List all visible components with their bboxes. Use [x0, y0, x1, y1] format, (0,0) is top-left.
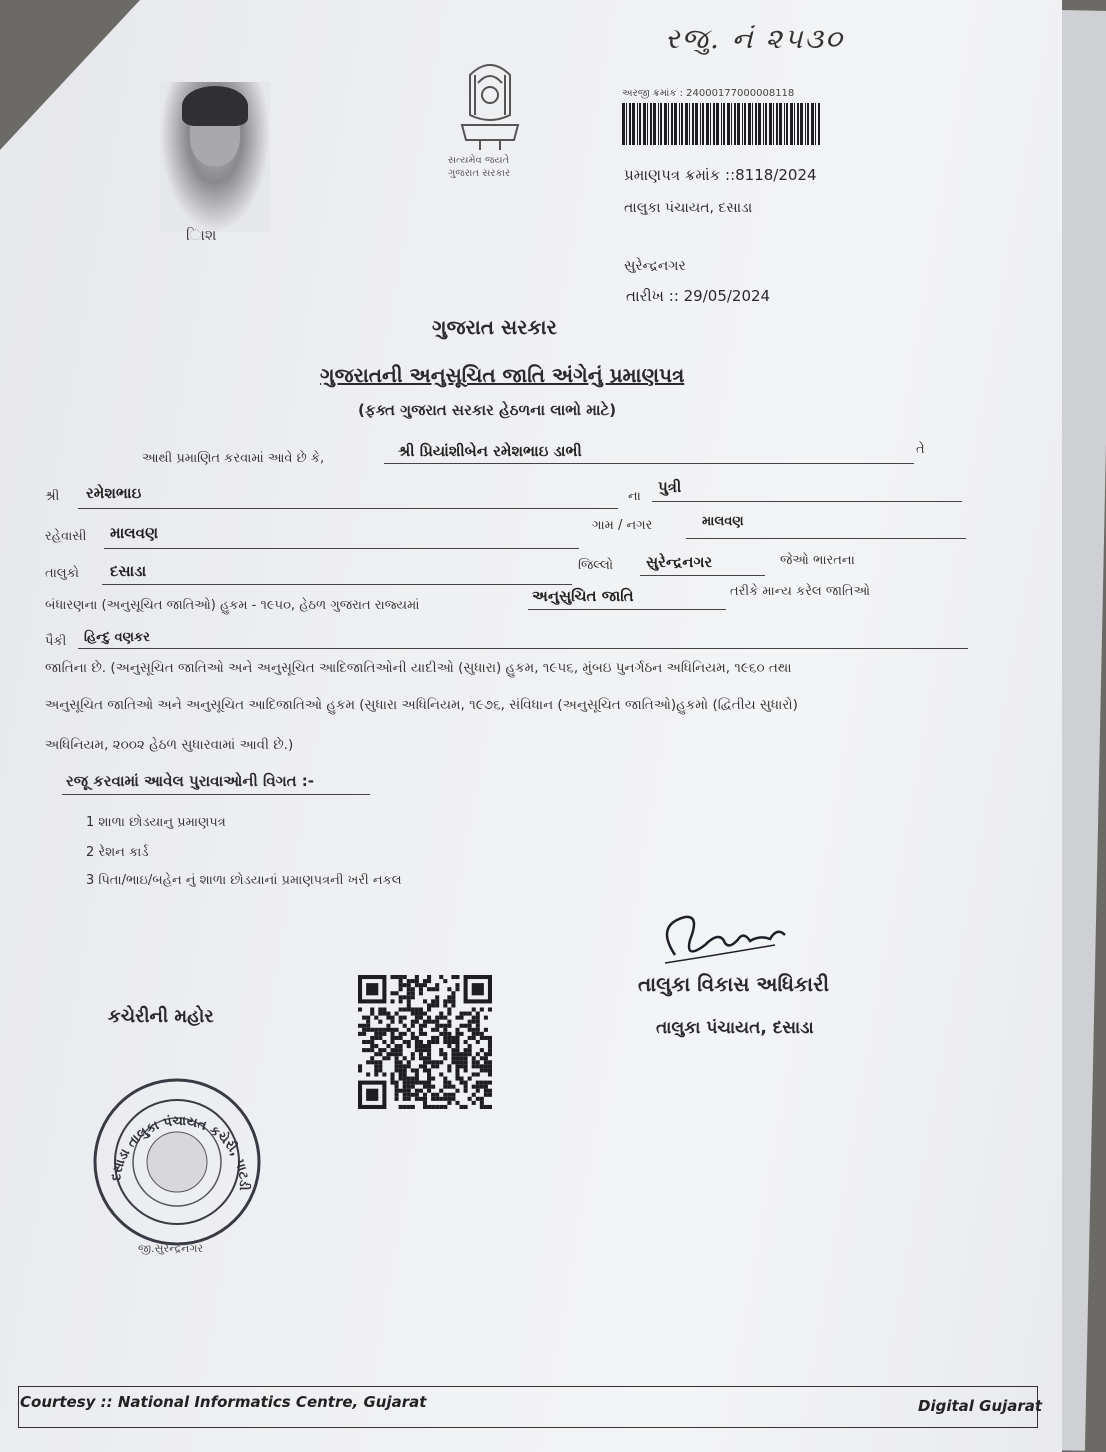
government-title: ગુજરાત સરકાર [432, 315, 557, 339]
resident-label: રહેવાસી [45, 529, 87, 544]
holder-name: શ્રી પ્રિયાંશીબેન રમેશભાઇ ડાભી [398, 442, 582, 460]
among-label: પૈકી [45, 634, 67, 649]
resident-underline [104, 548, 579, 549]
caste-underline [78, 648, 968, 649]
father-name: રમેશભાઇ [86, 484, 142, 502]
district-underline [640, 575, 765, 576]
legal-text-line-1: જાતિના છે. (અનુસૂચિત જાતિઓ અને અનુસૂચિત આદિજાતિઓની યાદીઓ (સુધારા) હુકમ, ૧૯૫૬, મુંબઇ પુનર્ગઠન અધિનિયમ, ૧૯૬૦ તથા [45, 660, 792, 676]
district-value: સુરેન્દ્રનગર [646, 553, 713, 571]
svg-text:દસાડા તાલુકા પંચાયત કચેરી, પાટ: દસાડા તાલુકા પંચાયત કચેરી, પાટડી [109, 1113, 252, 1191]
signature-icon [645, 905, 795, 975]
issue-date: તારીખ :: 29/05/2024 [626, 287, 771, 305]
village-value: માલવણ [702, 514, 744, 529]
office-seal-label: કચેરીની મહોર [108, 1006, 214, 1027]
documents-heading: રજૂ કરવામાં આવેલ પુરાવાઓની વિગત :- [66, 772, 315, 790]
seal-bottom-text: જી.સુરેન્દ્રનગર [138, 1242, 204, 1255]
intro-text: આથી પ્રમાણિત કરવામાં આવે છે કે, [142, 451, 325, 466]
taluka-underline [102, 584, 572, 585]
applicant-photo [160, 82, 270, 232]
taluka-value: દસાડા [110, 562, 147, 580]
document-item: 3 પિતા/ભાઇ/બહેન નું શાળા છોડયાનાં પ્રમાણપત્રની ખરી નકલ [86, 873, 402, 888]
resident-value: માલવણ [110, 524, 159, 542]
certificate-title: ગુજરાતની અનુસૂચિત જાતિ અંગેનું પ્રમાણપત્ર [320, 363, 685, 387]
footer-brand: Digital Gujarat [918, 1397, 1043, 1415]
village-underline [686, 538, 966, 539]
who-india-text: જેઓ ભારતના [780, 553, 855, 568]
issuing-district: સુરેન્દ્રનગર [624, 258, 686, 274]
folded-corner [0, 0, 140, 150]
documents-heading-underline [62, 794, 370, 795]
te-text: તે [916, 442, 925, 457]
officer-designation: તાલુકા વિકાસ અધિકારી [638, 972, 830, 996]
document-item: 2 રેશન કાર્ડ [86, 845, 149, 860]
emblem-caption-government: ગુજરાત સરકાર [448, 168, 511, 179]
application-number: અરજી ક્રમાંક : 24000177000008118 [622, 88, 795, 99]
document-item: 1 શાળા છોડયાનુ પ્રમાણપત્ર [86, 815, 226, 830]
shri-label: શ્રી [45, 489, 60, 504]
certificate-number: પ્રમાણપત્ર ક્રમાંક ::8118/2024 [624, 166, 817, 184]
relation-value: પુત્રી [658, 478, 682, 496]
constitution-text: બંધારણના (અનુસૂચિત જાતિઓ) હુકમ - ૧૯૫૦, હેઠળ ગુજરાત રાજ્યમાં [45, 598, 420, 613]
emblem-caption-motto: સત્યમેવ જયતે [448, 155, 510, 166]
national-emblem-icon [440, 55, 540, 165]
category-value: અનુસુચિત જાતિ [532, 587, 634, 605]
photo-label: ાિશ [186, 226, 217, 244]
na-label: ના [628, 489, 641, 504]
name-underline [384, 463, 914, 464]
issuing-office: તાલુકા પંચાયત, દસાડા [624, 200, 753, 216]
relation-underline [652, 501, 962, 502]
office-seal-icon [90, 1075, 265, 1250]
certificate-subtitle: (ફક્ત ગુજરાત સરકાર હેઠળના લાભો માટે) [358, 401, 617, 419]
father-underline [78, 508, 618, 509]
caste-value: હિન્દુ વણકર [84, 630, 150, 645]
legal-text-line-2: અનુસૂચિત જાતિઓ અને અનુસૂચિત આદિજાતિઓ હુકમ (સુધારા અધિનિયમ, ૧૯૭૬, સંવિધાન (અનુસૂચિત જાતિઓ)હુકમો (દ્વિતીય સુધારો) [45, 697, 798, 713]
recognised-text: તરીકે માન્ય કરેલ જાતિઓ [730, 584, 871, 599]
category-underline [528, 609, 726, 610]
handwritten-reference: રજુ. નં ૨૫૩૦ [665, 22, 844, 55]
legal-text-line-3: અધિનિયમ, ૨૦૦૨ હેઠળ સુધારવામાં આવી છે.) [45, 737, 294, 753]
district-label: જિલ્લો [578, 558, 614, 573]
barcode-icon [622, 103, 822, 145]
officer-office: તાલુકા પંચાયત, દસાડા [656, 1018, 814, 1038]
footer-courtesy: Courtesy :: National Informatics Centre, Gujarat [20, 1393, 427, 1411]
taluka-label: તાલુકો [45, 566, 80, 581]
qr-code-icon [358, 975, 492, 1109]
village-label: ગામ / નગર [592, 518, 653, 533]
